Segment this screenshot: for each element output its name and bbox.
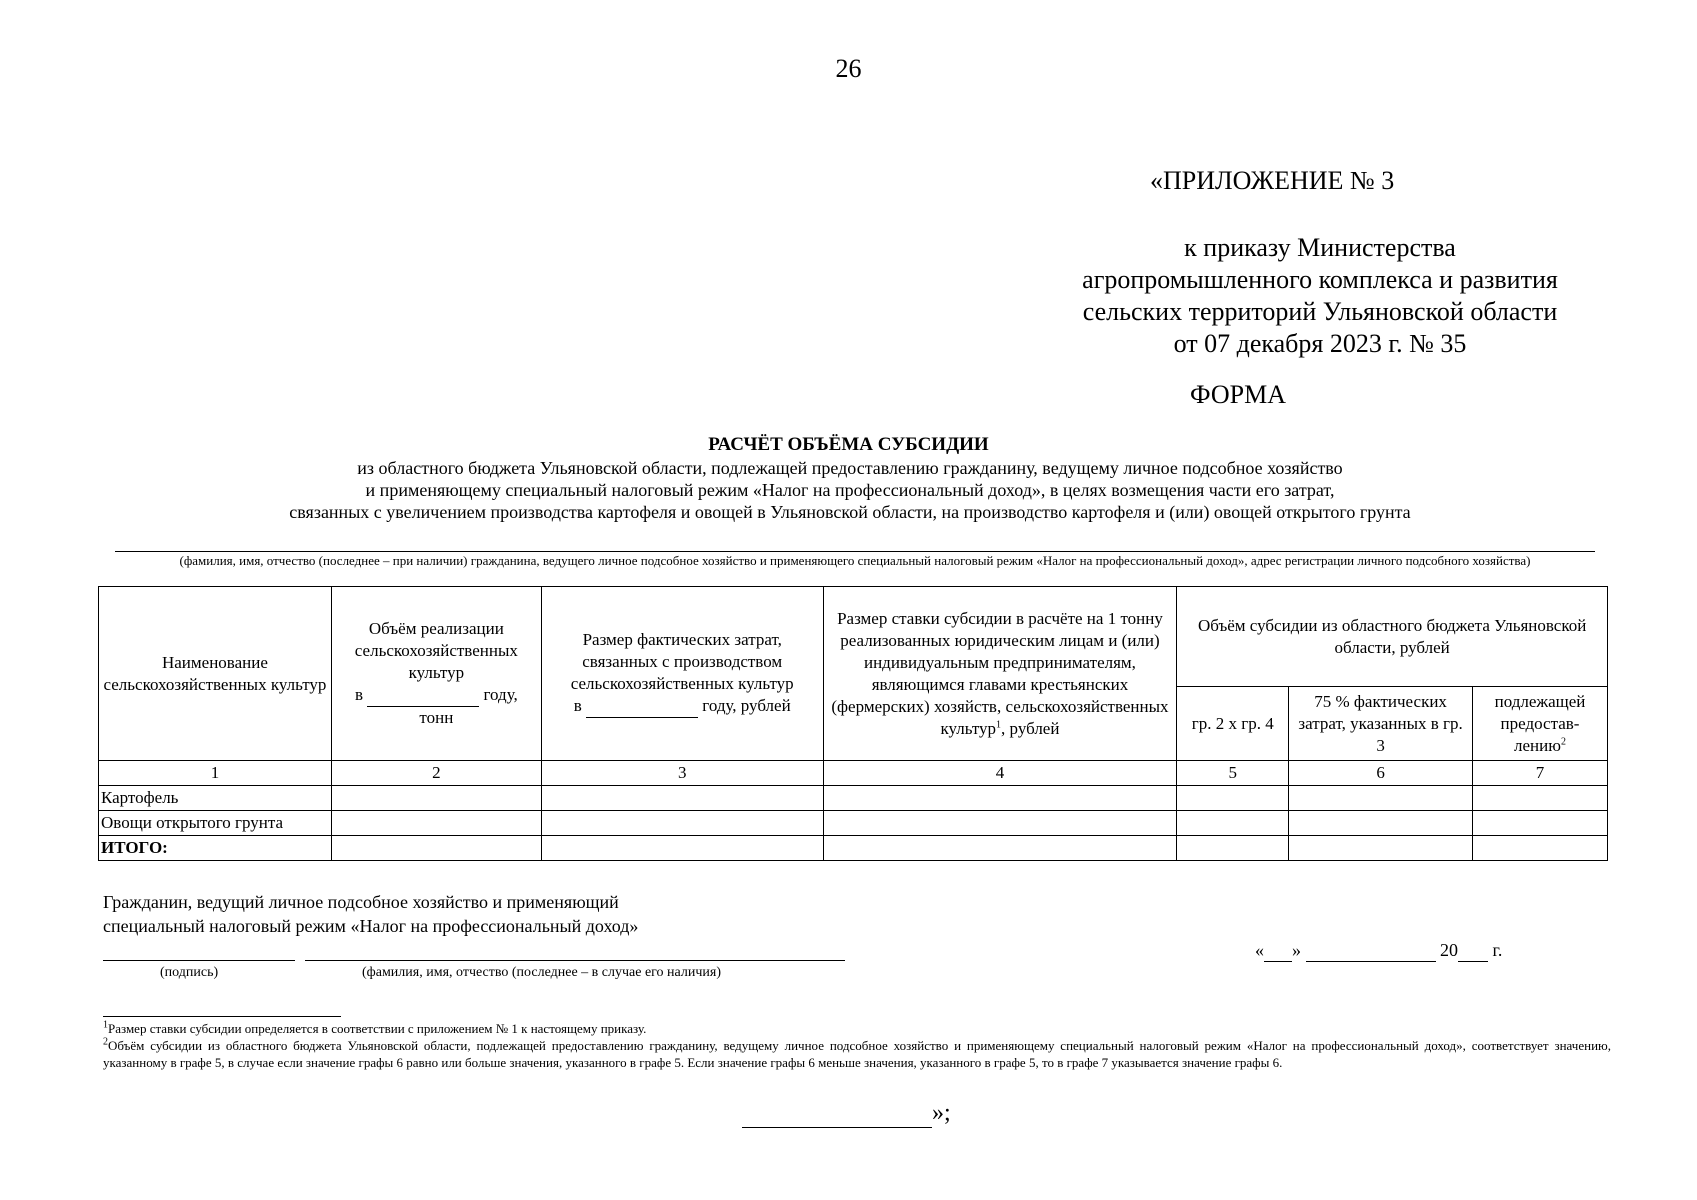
row-label-vegetables: Овощи открытого грунта — [99, 811, 332, 836]
header-sales-volume: Объём реализации сельскохозяйственных культур в году, тонн — [331, 587, 541, 761]
table-cell[interactable] — [541, 836, 823, 861]
closing-line — [742, 1100, 932, 1128]
signer-name-caption: (фамилия, имя, отчество (последнее – в случае его наличия) — [362, 965, 721, 980]
table-cell[interactable] — [823, 811, 1177, 836]
table-cell[interactable] — [823, 786, 1177, 811]
footnote-2: $^2$Объём субсидии из областного бюджета Ульяновской области, подлежащей предоставлению гражданину, ведущему личное подсобное хозяйство и применяющему специальный налоговый режим «Налог на профессиональный доход», соответствует значению, указанному в графе 5, в случае если значение графы 6 равно или больше значения, указанного в графе 5. Если значение графы 6 меньше значения, указанного в графе 5, то в графе 7 указывается значение графы 6. — [103, 1036, 1611, 1070]
table-row — [99, 811, 1608, 836]
subtitle-line: и применяющему специальный налоговый режим «Налог на профессиональный доход», в целях возмещения части его затрат, — [365, 480, 1335, 500]
footnote-separator — [103, 1016, 341, 1017]
column-number: 2 — [331, 761, 541, 786]
order-line: агропромышленного комплекса и развития — [1082, 265, 1558, 294]
header-col5: гр. 2 х гр. 4 — [1177, 687, 1289, 761]
calculation-title: РАСЧЁТ ОБЪЁМА СУБСИДИИ — [708, 434, 989, 455]
signer-line: специальный налоговый режим «Налог на профессиональный доход» — [103, 916, 639, 936]
footnote-1: $^1$Размер ставки субсидии определяется в соответствии с приложением № 1 к настоящему приказу. — [103, 1019, 647, 1036]
column-number: 5 — [1177, 761, 1289, 786]
table-cell[interactable] — [1473, 836, 1608, 861]
table-cell[interactable] — [823, 836, 1177, 861]
signer-line: Гражданин, ведущий личное подсобное хозяйство и применяющий — [103, 892, 619, 912]
form-label: ФОРМА — [1190, 380, 1286, 409]
column-number-row — [99, 761, 1608, 786]
table-cell[interactable] — [1177, 786, 1289, 811]
month-blank[interactable] — [1306, 940, 1436, 962]
appendix-title: «ПРИЛОЖЕНИЕ № 3 — [1150, 166, 1395, 195]
page-number: 26 — [835, 54, 862, 83]
day-blank[interactable] — [1264, 940, 1292, 962]
table-cell[interactable] — [1289, 836, 1473, 861]
column-number: 4 — [823, 761, 1177, 786]
signature-field[interactable] — [103, 960, 295, 961]
calculation-subtitle — [100, 457, 1600, 523]
signer-name-field[interactable] — [305, 960, 845, 961]
citizen-name-caption: (фамилия, имя, отчество (последнее – при наличии) гражданина, ведущего личное подсобное хозяйство и применяющего специальный налоговый режим «Налог на профессиональный доход», адрес регистрации личного подсобного хозяйства) — [179, 553, 1531, 568]
column-number: 3 — [541, 761, 823, 786]
header-col6: 75 % фактических затрат, указанных в гр. 3 — [1289, 687, 1473, 761]
table-cell[interactable] — [1473, 811, 1608, 836]
order-line: к приказу Министерства — [1184, 233, 1456, 262]
citizen-name-field[interactable] — [115, 551, 1595, 552]
year-blank[interactable] — [367, 684, 479, 707]
footnotes — [103, 1020, 1611, 1071]
order-line: от 07 декабря 2023 г. № 35 — [1173, 329, 1467, 358]
signer-label — [103, 890, 638, 938]
table-cell[interactable] — [331, 811, 541, 836]
table-cell[interactable] — [1289, 786, 1473, 811]
table-cell[interactable] — [1177, 811, 1289, 836]
table-cell[interactable] — [1177, 836, 1289, 861]
row-label-total: ИТОГО: — [99, 836, 332, 861]
table-cell[interactable] — [541, 811, 823, 836]
closing-mark: »; — [742, 1100, 951, 1128]
header-crop-name: Наименование сельскохозяйственных культур — [99, 587, 332, 761]
table-cell[interactable] — [331, 836, 541, 861]
signature-caption: (подпись) — [160, 965, 219, 980]
header-subsidy-volume: Объём субсидии из областного бюджета Ульяновской области, рублей — [1177, 587, 1608, 687]
order-line: сельских территорий Ульяновской области — [1082, 297, 1558, 326]
table-row — [99, 786, 1608, 811]
table-cell[interactable] — [1473, 786, 1608, 811]
order-reference — [1030, 232, 1610, 360]
subtitle-line: из областного бюджета Ульяновской области, подлежащей предоставлению гражданину, ведущему личное подсобное хозяйство — [357, 458, 1343, 478]
date-field: « » 20 г. — [1255, 940, 1503, 960]
header-col7: подлежащей предостав-лению$^2$ — [1473, 687, 1608, 761]
total-row — [99, 836, 1608, 861]
table-cell[interactable] — [331, 786, 541, 811]
header-actual-costs: Размер фактических затрат, связанных с производством сельскохозяйственных культур в году, рублей — [541, 587, 823, 761]
table-cell[interactable] — [1289, 811, 1473, 836]
table-cell[interactable] — [541, 786, 823, 811]
header-subsidy-rate: Размер ставки субсидии в расчёте на 1 тонну реализованных юридическим лицам и (или) индивидуальным предпринимателям, являющимся главами крестьянских (фермерских) хозяйств, сельскохозяйственных культур$^1$, рублей — [823, 587, 1177, 761]
column-number: 7 — [1473, 761, 1608, 786]
year-blank[interactable] — [586, 695, 698, 718]
row-label-potato: Картофель — [99, 786, 332, 811]
subtitle-line: связанных с увеличением производства картофеля и овощей в Ульяновской области, на производство картофеля и (или) овощей открытого грунта — [289, 502, 1411, 522]
year-blank[interactable] — [1458, 940, 1488, 962]
column-number: 1 — [99, 761, 332, 786]
column-number: 6 — [1289, 761, 1473, 786]
subsidy-table — [98, 586, 1608, 861]
